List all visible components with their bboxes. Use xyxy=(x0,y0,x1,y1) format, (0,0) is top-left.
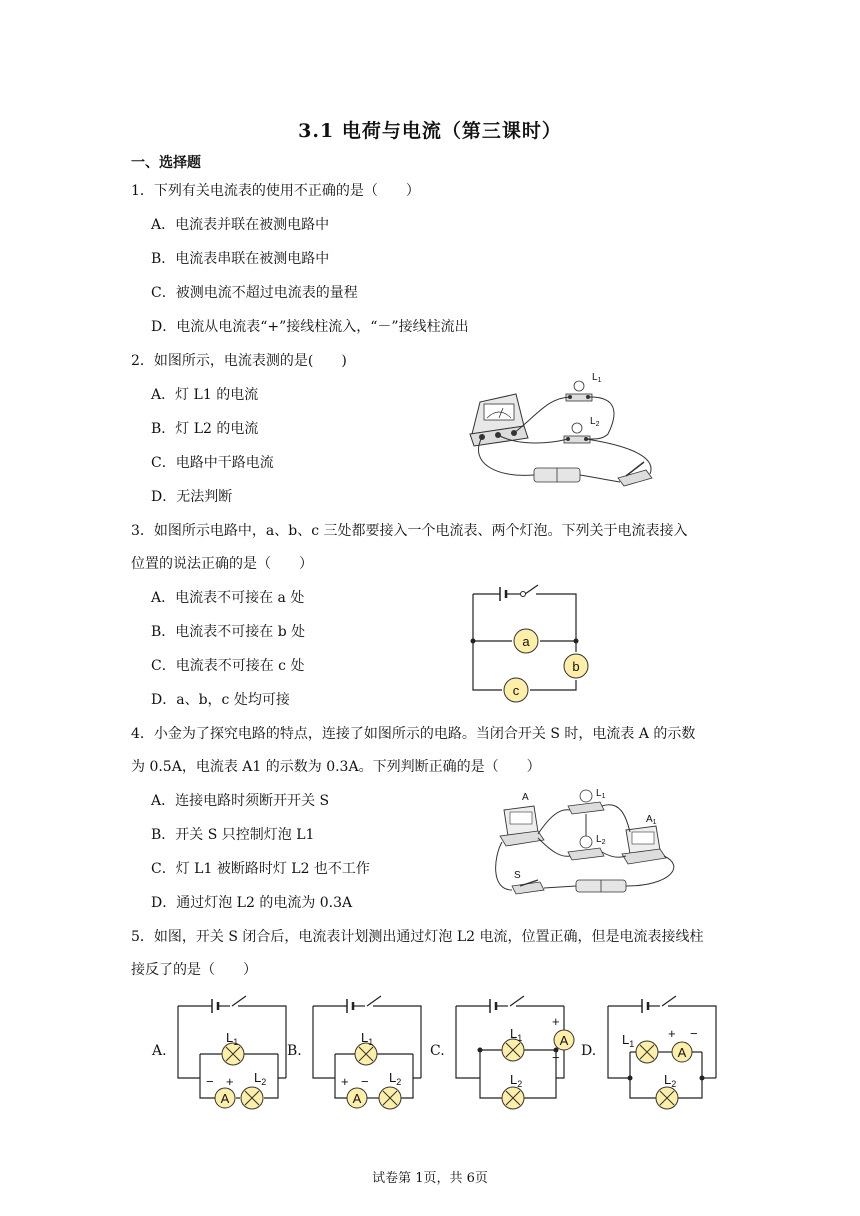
question-5-option-d-circuit xyxy=(604,986,724,1110)
question-3-stem-line2: 位置的说法正确的是（ ） xyxy=(131,556,313,572)
question-1-option-b: B．电流表串联在被测电路中 xyxy=(151,251,330,267)
question-3-stem-line1: 3．如图所示电路中，a、b、c 三处都要接入一个电流表、两个灯泡。下列关于电流表接入 xyxy=(131,523,688,539)
ammeter-a1-icon xyxy=(622,826,666,864)
svg-text:L1: $L_1$ xyxy=(361,1030,374,1047)
fig4-label-a1: $A_1$ xyxy=(646,814,657,826)
ammeter-a-icon xyxy=(500,806,544,846)
fig4-label-a: A xyxy=(522,792,529,803)
svg-text:L1: $L_1$ xyxy=(622,1032,635,1049)
question-3-circuit-figure xyxy=(470,580,596,700)
svg-text:L2: $L_2$ xyxy=(664,1072,677,1089)
svg-text:L2: $L_2$ xyxy=(389,1070,402,1087)
question-1-option-a: A．电流表并联在被测电路中 xyxy=(151,217,330,233)
question-5-option-a-letter: A. xyxy=(152,1043,167,1059)
question-4-option-d: D．通过灯泡 L2 的电流为 0.3A xyxy=(151,895,353,911)
question-4-circuit-figure xyxy=(490,786,686,900)
svg-text:−: − xyxy=(552,1050,560,1065)
lamp-l1-icon xyxy=(566,381,592,401)
fig2-label-l2: $L_2$ xyxy=(590,416,600,428)
page-footer: 试卷第 1页，共 6页 xyxy=(372,1171,488,1186)
question-4-option-a: A．连接电路时须断开开关 S xyxy=(151,793,330,809)
page-title: 3.1 电荷与电流（第三课时） xyxy=(298,120,562,142)
switch-s-icon xyxy=(512,880,544,894)
question-3-option-b: B．电流表不可接在 b 处 xyxy=(151,624,306,640)
question-5-stem-line1: 5．如图，开关 S 闭合后，电流表计划测出通过灯泡 L2 电流，位置正确，但是电流表接线柱 xyxy=(131,929,704,945)
svg-text:A: A xyxy=(677,1045,687,1060)
question-5-option-b-circuit xyxy=(309,986,429,1110)
question-4-option-b: B．开关 S 只控制灯泡 L1 xyxy=(151,827,315,843)
question-4-stem-line2: 为 0.5A，电流表 A1 的示数为 0.3A。下列判断正确的是（ ） xyxy=(131,759,541,775)
fig4-label-s: S xyxy=(514,870,521,881)
svg-text:L2: $L_2$ xyxy=(254,1070,267,1087)
lamp-l2-icon xyxy=(564,423,590,443)
question-2-option-a: A．灯 L1 的电流 xyxy=(151,387,259,403)
meter-c-icon xyxy=(504,678,528,702)
battery-icon xyxy=(534,468,580,482)
switch-icon xyxy=(618,462,652,486)
fig4-label-l2: $L_2$ xyxy=(596,834,606,846)
svg-text:L1: $L_1$ xyxy=(510,1026,523,1043)
question-4-stem-line1: 4．小金为了探究电路的特点，连接了如图所示的电路。当闭合开关 S 时，电流表 A 的示数 xyxy=(131,726,696,742)
svg-text:A: A xyxy=(559,1033,569,1048)
question-3-option-c: C．电流表不可接在 c 处 xyxy=(151,658,305,674)
svg-text:+: + xyxy=(552,1014,560,1029)
question-2-option-c: C．电路中干路电流 xyxy=(151,455,274,471)
svg-text:A: A xyxy=(352,1091,362,1106)
svg-text:A: A xyxy=(220,1091,230,1106)
question-1-option-c: C．被测电流不超过电流表的量程 xyxy=(151,285,358,301)
battery-icon xyxy=(576,880,626,892)
meter-a-icon xyxy=(514,629,538,653)
fig2-label-l1: $L_1$ xyxy=(592,372,602,384)
question-5-option-d-letter: D. xyxy=(581,1043,597,1059)
question-2-option-b: B．灯 L2 的电流 xyxy=(151,421,259,437)
question-5-option-a-circuit xyxy=(174,986,294,1110)
question-1-option-d: D．电流从电流表“+”接线柱流入，“－”接线柱流出 xyxy=(151,319,469,335)
svg-text:+: + xyxy=(226,1074,234,1089)
ammeter-icon xyxy=(470,394,528,446)
fig3-label-c: c xyxy=(512,683,520,698)
fig3-label-a: a xyxy=(522,634,530,649)
question-2-option-d: D．无法判断 xyxy=(151,489,233,505)
question-1-stem: 1．下列有关电流表的使用不正确的是（ ） xyxy=(131,183,420,199)
question-2-circuit-figure xyxy=(468,374,664,494)
svg-text:+: + xyxy=(341,1074,349,1089)
question-5-stem-line2: 接反了的是（ ） xyxy=(131,962,257,978)
question-3-option-a: A．电流表不可接在 a 处 xyxy=(151,590,305,606)
question-3-option-d: D．a、b，c 处均可接 xyxy=(151,692,290,708)
meter-b-icon xyxy=(564,654,588,678)
svg-text:−: − xyxy=(690,1026,698,1041)
fig4-label-l1: $L_1$ xyxy=(596,788,606,800)
section-heading: 一、选择题 xyxy=(131,155,201,171)
svg-text:−: − xyxy=(361,1074,369,1089)
svg-text:L2: $L_2$ xyxy=(510,1072,523,1089)
question-4-option-c: C．灯 L1 被断路时灯 L2 也不工作 xyxy=(151,861,370,877)
question-5-option-c-circuit xyxy=(452,986,582,1110)
svg-text:+: + xyxy=(668,1026,676,1041)
fig3-label-b: b xyxy=(572,659,580,674)
question-2-stem: 2．如图所示，电流表测的是( ) xyxy=(131,353,347,369)
question-5-option-b-letter: B. xyxy=(287,1043,302,1059)
svg-text:L1: $L_1$ xyxy=(226,1030,239,1047)
question-5-option-c-letter: C. xyxy=(430,1043,445,1059)
svg-text:−: − xyxy=(206,1074,214,1089)
